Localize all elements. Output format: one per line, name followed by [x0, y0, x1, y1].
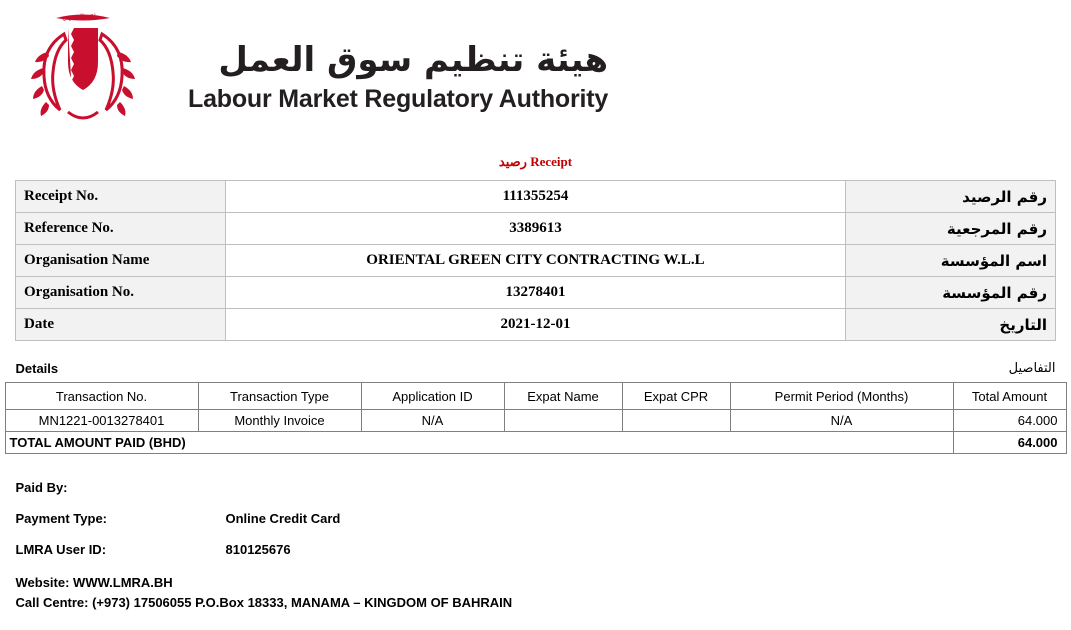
table-header-row — [5, 383, 1066, 410]
organisation-no-label: Organisation No. — [16, 277, 226, 309]
column-application-id: Application ID — [361, 383, 504, 410]
payment-type-line — [16, 511, 1056, 526]
total-amount-paid-value: 64.000 — [953, 432, 1066, 454]
organisation-no-value: 13278401 — [226, 277, 846, 309]
organisation-no-label-ar: رقم المؤسسة — [846, 277, 1056, 309]
receipt-caption: رصيد Receipt — [498, 154, 573, 169]
document-header — [0, 0, 1071, 140]
cell-application-id: N/A — [361, 410, 504, 432]
payment-type-label: Payment Type: — [15, 511, 108, 526]
table-row — [16, 277, 1056, 309]
table-row — [16, 213, 1056, 245]
paid-by-label: Paid By: — [15, 480, 68, 495]
details-heading-arabic: التفاصيل — [1008, 361, 1056, 376]
cell-expat-cpr — [622, 410, 730, 432]
organisation-name-value: ORIENTAL GREEN CITY CONTRACTING W.L.L — [226, 245, 846, 277]
table-total-row — [5, 432, 1066, 454]
table-row — [16, 309, 1056, 341]
receipt-info-table — [15, 180, 1056, 341]
reference-no-value: 3389613 — [226, 213, 846, 245]
header-titles — [188, 8, 608, 114]
reference-no-label: Reference No. — [16, 213, 226, 245]
column-transaction-no: Transaction No. — [5, 383, 198, 410]
total-amount-paid-label: TOTAL AMOUNT PAID (BHD) — [5, 432, 953, 454]
receipt-no-label-ar: رقم الرصيد — [846, 181, 1056, 213]
cell-permit-period: N/A — [730, 410, 953, 432]
column-transaction-type: Transaction Type — [198, 383, 361, 410]
cell-total-amount: 64.000 — [953, 410, 1066, 432]
reference-no-label-ar: رقم المرجعية — [846, 213, 1056, 245]
date-label: Date — [16, 309, 226, 341]
transactions-table — [5, 382, 1067, 454]
cell-transaction-type: Monthly Invoice — [198, 410, 361, 432]
bahrain-coat-of-arms-logo — [18, 8, 148, 138]
cell-transaction-no: MN1221-0013278401 — [5, 410, 198, 432]
details-heading-english: Details — [15, 361, 59, 376]
footer-website: Website: WWW.LMRA.BH — [15, 575, 173, 590]
lmra-user-id-value: 810125676 — [225, 542, 291, 557]
details-heading-row — [16, 361, 1056, 376]
document-footer — [16, 573, 1056, 612]
table-row — [16, 245, 1056, 277]
date-value: 2021-12-01 — [226, 309, 846, 341]
footer-call-centre: Call Centre: (+973) 17506055 P.O.Box 18333, MANAMA – KINGDOM OF BAHRAIN — [15, 594, 513, 610]
payment-type-value: Online Credit Card — [225, 511, 341, 526]
column-expat-name: Expat Name — [504, 383, 622, 410]
svg-text:مملكة البحرين: مملكة البحرين — [62, 13, 104, 21]
date-label-ar: التاريخ — [846, 309, 1056, 341]
column-permit-period: Permit Period (Months) — [730, 383, 953, 410]
column-total-amount: Total Amount — [953, 383, 1066, 410]
paid-by-line — [16, 480, 1056, 495]
organisation-name-label-ar: اسم المؤسسة — [846, 245, 1056, 277]
cell-expat-name — [504, 410, 622, 432]
lmra-user-id-line — [16, 542, 1056, 557]
table-row — [16, 181, 1056, 213]
receipt-no-label: Receipt No. — [16, 181, 226, 213]
receipt-no-value: 111355254 — [226, 181, 846, 213]
table-row — [5, 410, 1066, 432]
header-title-english: Labour Market Regulatory Authority — [188, 85, 609, 114]
organisation-name-label: Organisation Name — [16, 245, 226, 277]
header-title-arabic: هيئة تنظيم سوق العمل — [218, 40, 609, 80]
payment-details — [16, 480, 1056, 557]
lmra-user-id-label: LMRA User ID: — [15, 542, 107, 557]
column-expat-cpr: Expat CPR — [622, 383, 730, 410]
